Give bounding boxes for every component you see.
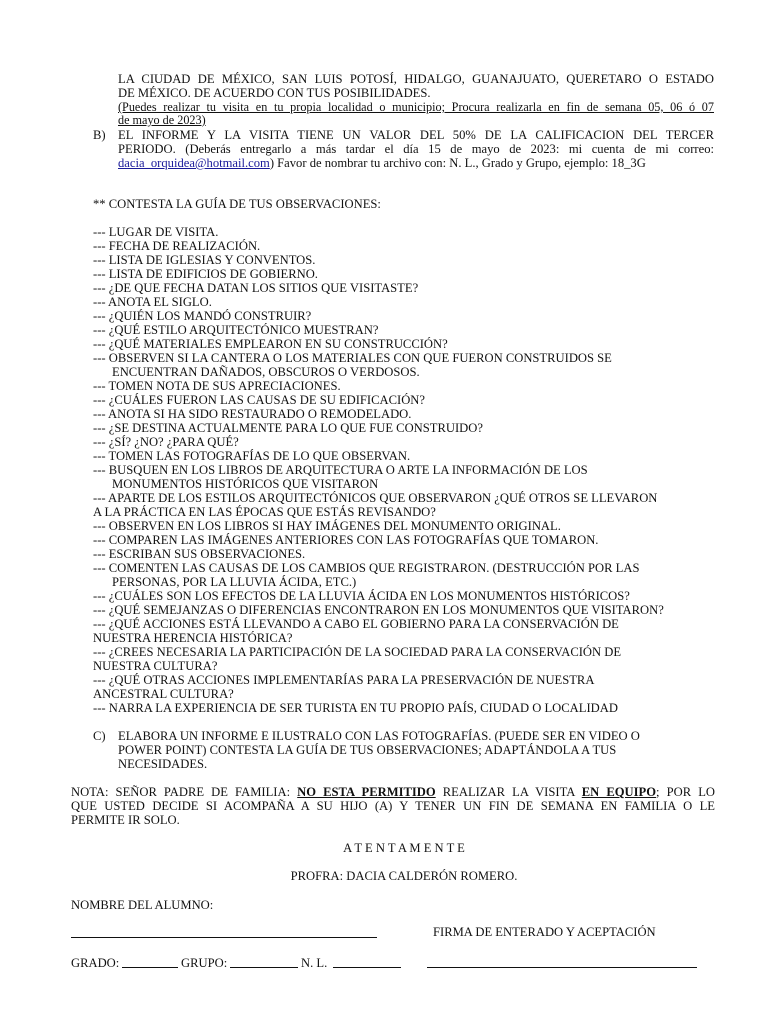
guide-item: --- BUSQUEN EN LOS LIBROS DE ARQUITECTURA O ARTE LA INFORMACIÓN DE LOS <box>93 463 588 477</box>
guide-item: --- TOMEN NOTA DE SUS APRECIACIONES. <box>93 379 341 393</box>
section-b-line-3 <box>118 156 646 170</box>
guide-item: --- COMPAREN LAS IMÁGENES ANTERIORES CON LAS FOTOGRAFÍAS QUE TOMARON. <box>93 533 599 547</box>
guide-item-continued: ANCESTRAL CULTURA? <box>93 687 234 701</box>
nota-line-3: PERMITE IR SOLO. <box>71 813 180 827</box>
guide-item: --- ¿CUÁLES FUERON LAS CAUSAS DE SU EDIFICACIÓN? <box>93 393 425 407</box>
guide-item: --- ANOTA EL SIGLO. <box>93 295 212 309</box>
guide-item: --- NARRA LA EXPERIENCIA DE SER TURISTA EN TU PROPIO PAÍS, CIUDAD O LOCALIDAD <box>93 701 618 715</box>
guide-item-continued: PERSONAS, POR LA LLUVIA ÁCIDA, ETC.) <box>112 575 357 589</box>
guide-item: --- ¿DE QUE FECHA DATAN LOS SITIOS QUE VISITASTE? <box>93 281 419 295</box>
guide-item-continued: ENCUENTRAN DAÑADOS, OBSCUROS O VERDOSOS. <box>112 365 420 379</box>
section-b-line-1: EL INFORME Y LA VISITA TIENE UN VALOR DEL 50% DE LA CALIFICACION DEL TERCER <box>118 128 714 142</box>
guide-item: --- ANOTA SI HA SIDO RESTAURADO O REMODELADO. <box>93 407 412 421</box>
guide-item: --- ¿QUÉ ACCIONES ESTÁ LLEVANDO A CABO EL GOBIERNO PARA LA CONSERVACIÓN DE <box>93 617 619 631</box>
nl-label: N. L. <box>301 956 328 970</box>
guide-item: --- LISTA DE EDIFICIOS DE GOBIERNO. <box>93 267 318 281</box>
guide-item: --- ¿CUÁLES SON LOS EFECTOS DE LA LLUVIA ÁCIDA EN LOS MONUMENTOS HISTÓRICOS? <box>93 589 630 603</box>
signature-line[interactable] <box>427 967 697 968</box>
nl-field-line[interactable] <box>333 967 401 968</box>
nota-emphasis-not-allowed: NO ESTA PERMITIDO <box>297 785 436 799</box>
email-link[interactable]: dacia_orquidea@hotmail.com <box>118 156 270 170</box>
guide-item: --- ¿QUÉ SEMEJANZAS O DIFERENCIAS ENCONTRARON EN LOS MONUMENTOS QUE VISITARON? <box>93 603 664 617</box>
guide-item: --- ESCRIBAN SUS OBSERVACIONES. <box>93 547 306 561</box>
intro-line-2: DE MÉXICO. DE ACUERDO CON TUS POSIBILIDADES. <box>118 86 431 100</box>
section-c-line-2: POWER POINT) CONTESTA LA GUÍA DE TUS OBSERVACIONES; ADAPTÁNDOLA A TUS <box>118 743 617 757</box>
section-b-line-2: PERIODO. (Deberás entregarlo a más tardar el día 15 de mayo de 2023: mi cuenta de mi correo: <box>118 142 714 156</box>
section-b-letter: B) <box>93 128 106 142</box>
teacher-name: PROFRA: DACIA CALDERÓN ROMERO. <box>290 869 518 883</box>
guide-item: --- FECHA DE REALIZACIÓN. <box>93 239 261 253</box>
guide-item-continued: NUESTRA CULTURA? <box>93 659 218 673</box>
group-field-line[interactable] <box>230 967 298 968</box>
nota-suffix: ; POR LO <box>656 785 715 799</box>
guide-item: --- ¿CREES NECESARIA LA PARTICIPACIÓN DE LA SOCIEDAD PARA LA CONSERVACIÓN DE <box>93 645 622 659</box>
guide-item-continued: A LA PRÁCTICA EN LAS ÉPOCAS QUE ESTÁS REVISANDO? <box>93 505 436 519</box>
nota-line-2: QUE USTED DECIDE SI ACOMPAÑA A SU HIJO (A) Y TENER UN FIN DE SEMANA EN FAMILIA O LE <box>71 799 715 813</box>
guide-heading: ** CONTESTA LA GUÍA DE TUS OBSERVACIONES: <box>93 197 381 211</box>
nota-mid: REALIZAR LA VISITA <box>435 785 582 799</box>
guide-item: --- COMENTEN LAS CAUSAS DE LOS CAMBIOS QUE REGISTRARON. (DESTRUCCIÓN POR LAS <box>93 561 640 575</box>
nota-line-1 <box>71 785 715 799</box>
guide-item: --- ¿SE DESTINA ACTUALMENTE PARA LO QUE FUE CONSTRUIDO? <box>93 421 483 435</box>
guide-item: --- APARTE DE LOS ESTILOS ARQUITECTÓNICOS QUE OBSERVARON ¿QUÉ OTROS SE LLEVARON <box>93 491 658 505</box>
section-c-letter: C) <box>93 729 106 743</box>
guide-item: --- ¿QUÉ ESTILO ARQUITECTÓNICO MUESTRAN? <box>93 323 379 337</box>
guide-item: --- OBSERVEN EN LOS LIBROS SI HAY IMÁGENES DEL MONUMENTO ORIGINAL. <box>93 519 561 533</box>
student-name-label: NOMBRE DEL ALUMNO: <box>71 898 214 912</box>
grade-field-line[interactable] <box>122 967 178 968</box>
nota-prefix: NOTA: SEÑOR PADRE DE FAMILIA: <box>71 785 298 799</box>
grade-label: GRADO: <box>71 956 120 970</box>
signature-label: FIRMA DE ENTERADO Y ACEPTACIÓN <box>433 925 656 939</box>
section-b-line-3-rest: ) Favor de nombrar tu archivo con: N. L., Grado y Grupo, ejemplo: 18_3G <box>269 156 646 170</box>
student-name-line[interactable] <box>71 937 377 938</box>
guide-item: --- OBSERVEN SI LA CANTERA O LOS MATERIALES CON QUE FUERON CONSTRUIDOS SE <box>93 351 612 365</box>
guide-item: --- ¿SÍ? ¿NO? ¿PARA QUÉ? <box>93 435 239 449</box>
section-c-line-3: NECESIDADES. <box>118 757 208 771</box>
nota-emphasis-team: EN EQUIPO <box>581 785 657 799</box>
group-label: GRUPO: <box>181 956 228 970</box>
guide-item: --- LISTA DE IGLESIAS Y CONVENTOS. <box>93 253 316 267</box>
guide-item-continued: NUESTRA HERENCIA HISTÓRICA? <box>93 631 293 645</box>
guide-item: --- TOMEN LAS FOTOGRAFÍAS DE LO QUE OBSERVAN. <box>93 449 411 463</box>
intro-note-2: de mayo de 2023) <box>118 113 206 127</box>
atentamente: A T E N T A M E N T E <box>343 841 465 855</box>
section-c-line-1: ELABORA UN INFORME E ILUSTRALO CON LAS FOTOGRAFÍAS. (PUEDE SER EN VIDEO O <box>118 729 640 743</box>
guide-item: --- LUGAR DE VISITA. <box>93 225 219 239</box>
guide-item: --- ¿QUÉ OTRAS ACCIONES IMPLEMENTARÍAS PARA LA PRESERVACIÓN DE NUESTRA <box>93 673 595 687</box>
intro-line-1: LA CIUDAD DE MÉXICO, SAN LUIS POTOSÍ, HIDALGO, GUANAJUATO, QUERETARO O ESTADO <box>118 72 714 86</box>
guide-item: --- ¿QUÉ MATERIALES EMPLEARON EN SU CONSTRUCCIÓN? <box>93 337 448 351</box>
guide-item: --- ¿QUIÉN LOS MANDÓ CONSTRUIR? <box>93 309 312 323</box>
guide-item-continued: MONUMENTOS HISTÓRICOS QUE VISITARON <box>112 477 379 491</box>
intro-note: (Puedes realizar tu visita en tu propia localidad o municipio; Procura realizarla en fin de semana 05, 06 ó 07 <box>118 100 714 114</box>
